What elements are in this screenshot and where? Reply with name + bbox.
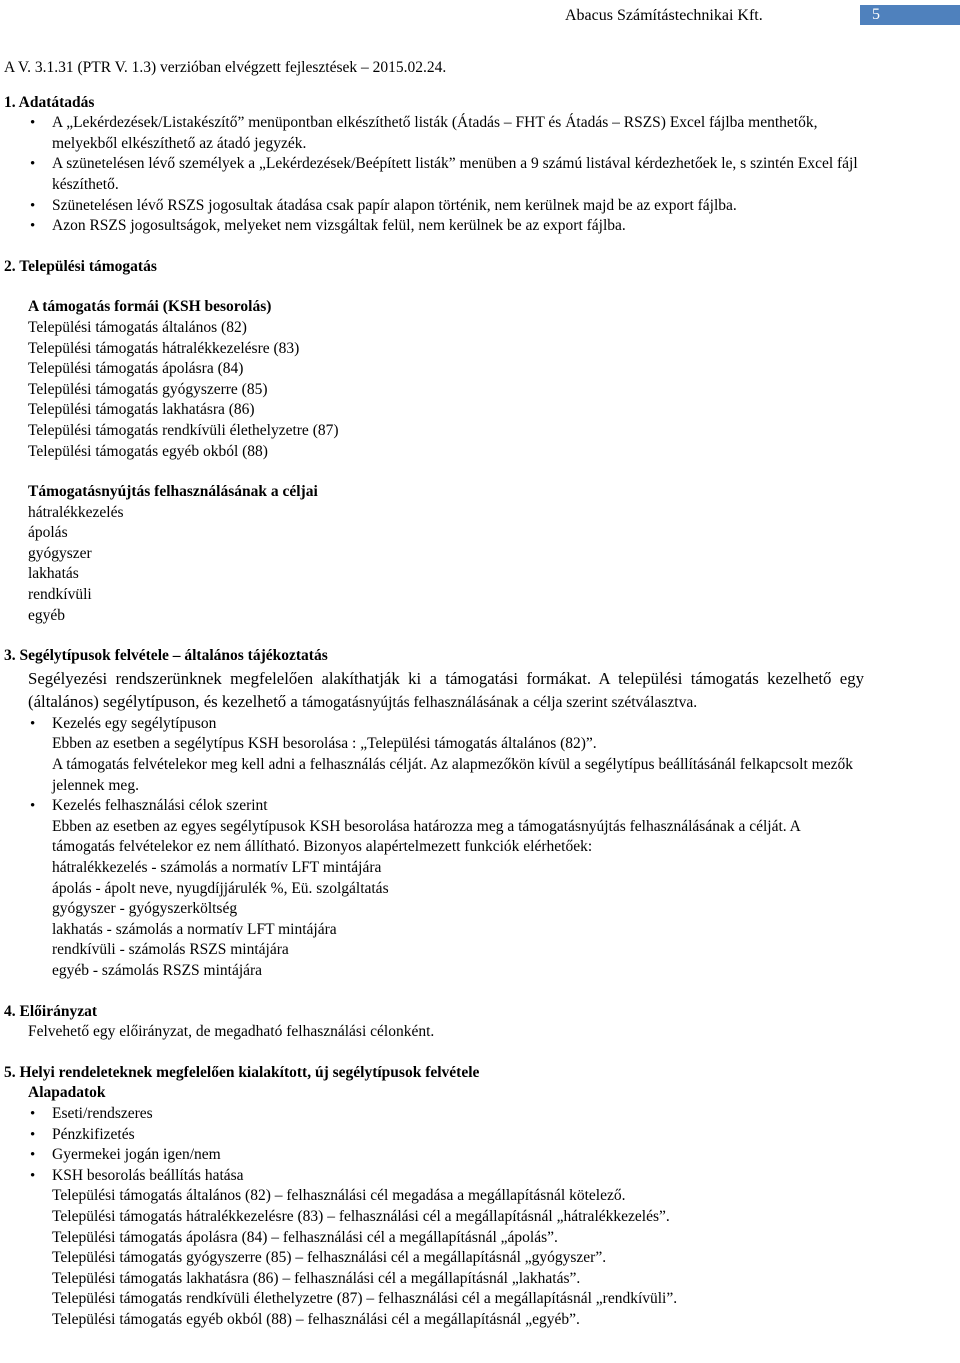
- header-company: Abacus Számítástechnikai Kft.: [565, 7, 763, 24]
- ksh-line: Települési támogatás ápolásra (84) – felhasználási cél a megállapításnál „ápolás”.: [52, 1228, 558, 1246]
- section-5: [4, 1063, 864, 1331]
- option-1-title: • Kezelés egy segélytípuson: [52, 714, 217, 732]
- form-item: Települési támogatás rendkívüli élethelyzetre (87): [28, 421, 339, 439]
- page-number-badge: 5: [860, 5, 960, 25]
- section-3-options: [4, 714, 864, 982]
- document-body: [4, 58, 864, 1330]
- section-4: [4, 1002, 864, 1043]
- section-1-title: 1. Adatátadás: [4, 93, 95, 111]
- section-5-subtitle: Alapadatok: [28, 1084, 106, 1102]
- ksh-heading: • KSH besorolás beállítás hatása: [52, 1166, 244, 1184]
- list-item: • Pénzkifizetés: [28, 1125, 864, 1146]
- option-2-line: Ebben az esetben az egyes segélytípusok KSH besorolása határozza meg a támogatásnyújtás felhasználásának a célját. A támogatás felvételekor ez nem állítható. Bizonyos alapértelmezett funkciók elérhetőek:: [52, 817, 801, 856]
- ksh-line: Települési támogatás általános (82) – felhasználási cél megadása a megállapításnál kötelező.: [52, 1187, 626, 1205]
- goal-item: rendkívüli: [28, 586, 92, 604]
- section-2: [4, 257, 864, 627]
- option-1-line: Ebben az esetben a segélytípus KSH besorolása : „Települési támogatás általános (82)”.: [52, 735, 597, 753]
- intro-text: Segélyezési rendszerünknek megfelelően alakíthatják ki a támogatási formákat. A települési támogatás kezelhető egy (általános) segélytípuson, és kezelhető a: [28, 668, 864, 711]
- ksh-line: Települési támogatás gyógyszerre (85) – felhasználási cél a megállapításnál „gyógyszer”.: [52, 1249, 607, 1267]
- ksh-line: Települési támogatás hátralékkezelésre (83) – felhasználási cél a megállapításnál „hátralékkezelés”.: [52, 1207, 670, 1225]
- goal-item: hátralékkezelés: [28, 503, 124, 521]
- section-4-title: 4. Előirányzat: [4, 1002, 97, 1020]
- list-item: • Eseti/rendszeres: [28, 1104, 864, 1125]
- list-item: [28, 1166, 864, 1331]
- forms-heading: A támogatás formái (KSH besorolás): [28, 298, 272, 316]
- goal-item: lakhatás: [28, 565, 79, 583]
- goals-heading: Támogatásnyújtás felhasználásának a céljai: [28, 483, 318, 501]
- goal-item: gyógyszer: [28, 544, 92, 562]
- version-line: A V. 3.1.31 (PTR V. 1.3) verzióban elvégzett fejlesztések – 2015.02.24.: [4, 59, 447, 76]
- section-4-text: Felvehető egy előirányzat, de megadható felhasználási célonként.: [28, 1023, 435, 1041]
- ksh-line: Települési támogatás egyéb okból (88) – felhasználási cél a megállapításnál „egyéb”.: [52, 1310, 580, 1328]
- option-2-line: egyéb - számolás RSZS mintájára: [52, 961, 263, 979]
- option-2-line: rendkívüli - számolás RSZS mintájára: [52, 941, 289, 959]
- form-item: Települési támogatás általános (82): [28, 318, 247, 336]
- list-item: • A szünetelésen lévő személyek a „Lekérdezések/Beépített listák” menüben a 9 számú listával kérdezhetőek le, s szintén Excel fájl készíthető.: [28, 154, 864, 195]
- form-item: Települési támogatás ápolásra (84): [28, 360, 244, 378]
- section-1-bullets: [4, 113, 864, 237]
- ksh-line: Települési támogatás lakhatásra (86) – felhasználási cél a megállapításnál „lakhatás”.: [52, 1269, 581, 1287]
- option-2: [28, 796, 864, 981]
- ksh-line: Települési támogatás rendkívüli élethelyzetre (87) – felhasználási cél a megállapításnál „rendkívüli”.: [52, 1290, 678, 1308]
- section-1: [4, 93, 864, 237]
- section-3-title: 3. Segélytípusok felvétele – általános tájékoztatás: [4, 647, 328, 665]
- option-2-line: gyógyszer - gyógyszerköltség: [52, 900, 238, 918]
- form-item: Települési támogatás lakhatásra (86): [28, 401, 255, 419]
- form-item: Települési támogatás egyéb okból (88): [28, 442, 268, 460]
- option-1-line: A támogatás felvételekor meg kell adni a felhasználás célját. Az alapmezőkön kívül a segélytípus beállításánál felkapcsolt mezők jelennek meg.: [52, 756, 853, 794]
- option-2-line: lakhatás - számolás a normatív LFT mintájára: [52, 920, 337, 938]
- intro-text-continued: támogatásnyújtás felhasználásának a célja szerint szétválasztva.: [302, 693, 698, 711]
- option-2-title: • Kezelés felhasználási célok szerint: [52, 797, 268, 815]
- option-2-line: ápolás - ápolt neve, nyugdíjjárulék %, Eü. szolgáltatás: [52, 879, 389, 897]
- goal-item: egyéb: [28, 606, 66, 624]
- list-item: • A „Lekérdezések/Listakészítő” menüpontban elkészíthető listák (Átadás – FHT és Átadás – RSZS) Excel fájlba menthetők, melyekből elkészíthető az átadó jegyzék.: [28, 113, 864, 154]
- section-3: [4, 646, 864, 981]
- list-item: • Szünetelésen lévő RSZS jogosultak átadása csak papír alapon történik, nem kerülnek majd be az export fájlba.: [28, 196, 864, 217]
- option-1: [28, 714, 864, 796]
- option-2-line: hátralékkezelés - számolás a normatív LFT mintájára: [52, 859, 382, 876]
- section-5-title: 5. Helyi rendeleteknek megfelelően kialakított, új segélytípusok felvétele: [4, 1063, 480, 1081]
- section-3-intro: [28, 667, 864, 714]
- goal-item: ápolás: [28, 524, 68, 542]
- list-item: • Azon RSZS jogosultságok, melyeket nem vizsgáltak felül, nem kerülnek be az export fájlba.: [28, 216, 864, 237]
- list-item: • Gyermekei jogán igen/nem: [28, 1145, 864, 1166]
- form-item: Települési támogatás gyógyszerre (85): [28, 380, 268, 398]
- section-2-title: 2. Települési támogatás: [4, 257, 157, 275]
- section-5-bullets: [4, 1104, 864, 1331]
- form-item: Települési támogatás hátralékkezelésre (83): [28, 339, 300, 357]
